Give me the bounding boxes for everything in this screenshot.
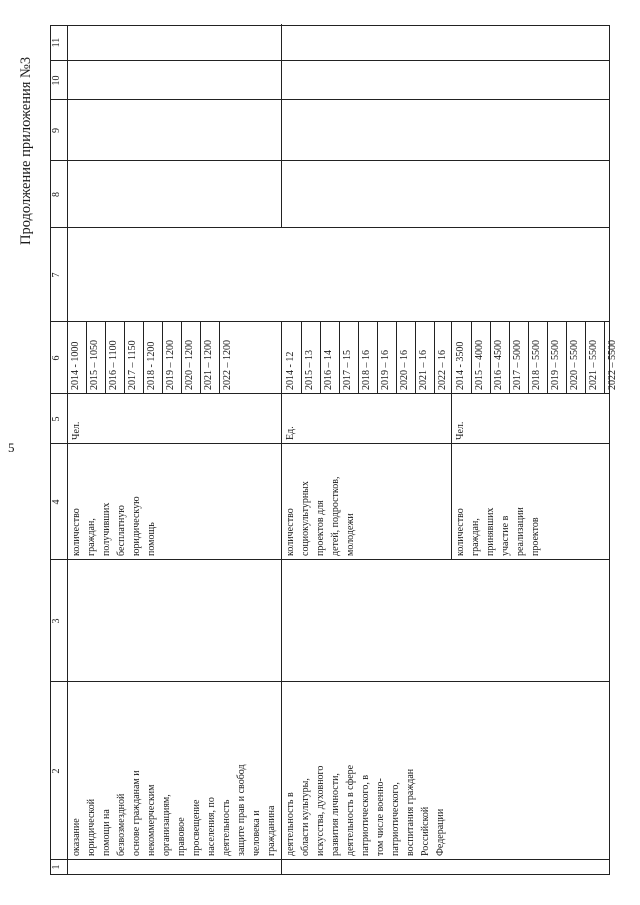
col-divider (51, 393, 609, 394)
row2b-value: 2016 – 4500 (493, 340, 504, 390)
row-divider (281, 24, 282, 228)
header-col-7: 7 (51, 272, 62, 278)
row1-indicator-line: количество (71, 508, 82, 556)
col-divider (51, 60, 609, 61)
page-number: 5 (8, 440, 15, 455)
col-divider (51, 559, 609, 560)
row1-activity-line: оказание (71, 818, 82, 856)
row1-indicator-line: бесплатную (116, 505, 127, 556)
value-divider (124, 322, 125, 394)
row1-activity-line: организациям, (161, 794, 172, 856)
value-divider (86, 322, 87, 394)
value-divider (143, 322, 144, 394)
row2-activity-line: развития личности, (330, 773, 341, 856)
row2b-unit: Чел. (455, 421, 466, 440)
value-divider (320, 322, 321, 394)
value-divider (219, 322, 220, 394)
header-col-3: 3 (51, 618, 62, 624)
value-divider (509, 322, 510, 394)
header-col-1: 1 (51, 864, 62, 870)
row1-value: 2019 – 1200 (165, 340, 176, 390)
row1-activity-line: человека и (251, 810, 262, 856)
row2-activity-line: том числе военно- (375, 778, 386, 856)
value-divider (396, 322, 397, 394)
row1-activity-line: правовое (176, 817, 187, 856)
value-divider (451, 322, 452, 394)
value-divider (604, 322, 605, 394)
row2-activity-line: деятельность в (285, 792, 296, 856)
value-divider (105, 322, 106, 394)
header-divider (67, 26, 68, 874)
row1-unit: Чел. (71, 421, 82, 440)
value-divider (162, 322, 163, 394)
row1-value: 2015 – 1050 (89, 340, 100, 390)
row2b-value: 2022 – 5500 (607, 340, 618, 390)
header-col-6: 6 (51, 355, 62, 361)
row2-activity-line: искусства, духовного (315, 765, 326, 856)
row2a-value: 2014 - 12 (285, 351, 296, 390)
row1-indicator-line: получивших (101, 502, 112, 556)
row2b-value: 2020 – 5500 (569, 340, 580, 390)
value-divider (434, 322, 435, 394)
row2b-indicator-line: граждан, (470, 518, 481, 556)
row2-activity-line: воспитания граждан (405, 768, 416, 856)
row2b-indicator-line: количество (455, 508, 466, 556)
header-col-2: 2 (51, 768, 62, 774)
row1-indicator-line: юридическую (131, 496, 142, 556)
col-divider (51, 321, 609, 322)
row2b-indicator (453, 446, 543, 556)
value-divider (528, 322, 529, 394)
row2a-indicator-line: социокультурных (300, 481, 311, 556)
row1-value: 2017 – 1150 (127, 340, 138, 390)
col-divider (51, 443, 609, 444)
row2-activity-line: Федерации (435, 808, 446, 856)
header-col-5: 5 (51, 416, 62, 422)
row2b-indicator-line: проектов (530, 517, 541, 556)
row-divider (281, 322, 282, 874)
col-divider (51, 227, 609, 228)
row2b-value: 2018 – 5500 (531, 340, 542, 390)
value-divider (301, 322, 302, 394)
row2a-value: 2016 – 14 (323, 350, 334, 390)
row2b-indicator-line: участие в (500, 515, 511, 556)
row1-activity-line: просвещение (191, 799, 202, 856)
row2-activity-line: области культуры, (300, 778, 311, 856)
header-col-9: 9 (51, 128, 62, 133)
row2b-value: 2019 – 5500 (550, 340, 561, 390)
row1-activity-line: некоммерческим (146, 784, 157, 856)
row1-indicator-line: граждан, (86, 518, 97, 556)
row2a-indicator-line: количество (285, 508, 296, 556)
header-col-10: 10 (51, 75, 62, 86)
value-divider (566, 322, 567, 394)
value-divider (547, 322, 548, 394)
row1-activity-line: населения, по (206, 797, 217, 856)
row2-activity-line: патриотического, (390, 782, 401, 856)
value-divider (585, 322, 586, 394)
row2-activity (283, 686, 448, 856)
value-divider (281, 322, 282, 394)
row2a-value: 2018 – 16 (361, 350, 372, 390)
continuation-title: Продолжение приложения №3 (18, 56, 34, 245)
col-divider (51, 160, 609, 161)
row1-value: 2022 – 1200 (222, 340, 233, 390)
row1-activity-line: юридической (86, 798, 97, 856)
row2a-value: 2017 – 15 (342, 350, 353, 390)
row1-activity-line: деятельность (221, 799, 232, 856)
row2b-value: 2017 – 5000 (512, 340, 523, 390)
row1-activity (69, 686, 279, 856)
row1-value: 2020 – 1200 (184, 340, 195, 390)
value-divider (377, 322, 378, 394)
row2b-value: 2014 - 3500 (455, 341, 466, 390)
subrow-divider (451, 394, 452, 560)
row2a-indicator (283, 446, 358, 556)
row1-activity-line: помощи на (101, 809, 112, 856)
row2a-value: 2019 – 16 (380, 350, 391, 390)
row1-value: 2016 – 1100 (108, 340, 119, 390)
row2a-value: 2021 – 16 (418, 350, 429, 390)
row1-activity-line: защите прав и свобод (236, 764, 247, 856)
row2a-value: 2022 – 16 (437, 350, 448, 390)
row1-value: 2021 – 1200 (203, 340, 214, 390)
row2b-value: 2021 – 5500 (588, 340, 599, 390)
row2a-unit: Ед. (285, 426, 296, 440)
header-col-4: 4 (51, 499, 62, 505)
value-divider (339, 322, 340, 394)
header-col-8: 8 (51, 192, 62, 197)
row1-indicator-line: помощь (146, 522, 157, 556)
row1-activity-line: основе гражданам и (131, 770, 142, 856)
row1-value: 2014 - 1000 (70, 341, 81, 390)
row2-activity-line: Российской (420, 806, 431, 856)
row2-activity-line: деятельность в сфере (345, 764, 356, 856)
row2a-indicator-line: молодежи (345, 513, 356, 556)
value-divider (358, 322, 359, 394)
col-divider (51, 681, 609, 682)
value-divider (415, 322, 416, 394)
row2b-value: 2015 – 4000 (474, 340, 485, 390)
col-divider (51, 99, 609, 100)
row2a-indicator-line: детей, подростков, (330, 476, 341, 556)
appendix-table (50, 25, 618, 875)
row2b-indicator-line: принявших (485, 507, 496, 556)
value-divider (181, 322, 182, 394)
header-col-11: 11 (51, 37, 62, 48)
row2b-indicator-line: реализации (515, 507, 526, 556)
value-divider (200, 322, 201, 394)
row1-activity-line: гражданина (266, 805, 277, 856)
row2a-indicator-line: проектов для (315, 500, 326, 556)
value-divider (471, 322, 472, 394)
row2a-value: 2020 – 16 (399, 350, 410, 390)
row2-activity-line: патриотического, в (360, 774, 371, 856)
row2a-value: 2015 – 13 (304, 350, 315, 390)
row1-value: 2018 - 1200 (146, 341, 157, 390)
row1-activity-line: безвозмездной (116, 793, 127, 856)
value-divider (490, 322, 491, 394)
col-divider (51, 859, 609, 860)
row1-indicator (69, 446, 159, 556)
